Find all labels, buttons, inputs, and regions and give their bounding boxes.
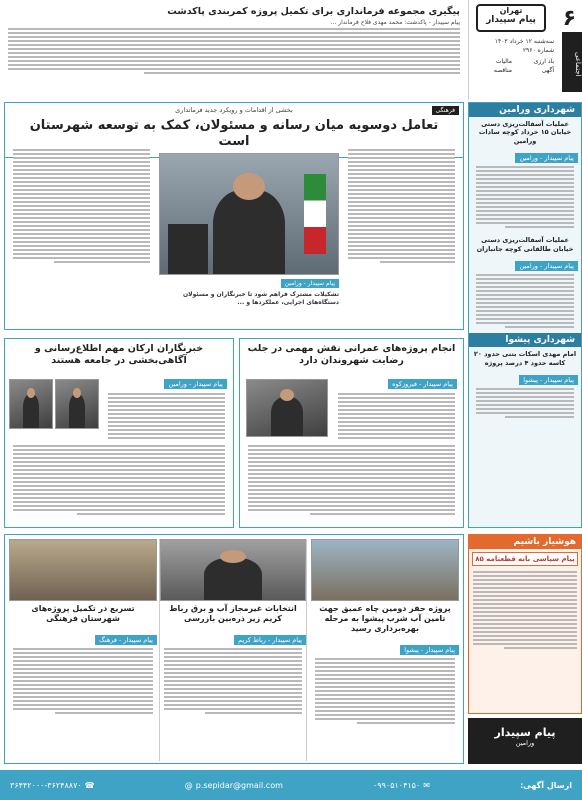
- hooshyar-body: [469, 569, 581, 651]
- bottom-article-byline: پیام سپیدار - پیشوا: [400, 645, 459, 655]
- sms-icon: ✉: [423, 780, 430, 790]
- sidebar-item-byline: پیام سپیدار - ورامین: [515, 261, 578, 271]
- bottom-article-photo: [311, 539, 459, 601]
- paper-logo: [476, 4, 546, 32]
- bottom-article-byline: پیام سپیدار - فرهنگ: [95, 635, 157, 645]
- feature-headline: تعامل دوسویه میان رسانه و مسئولان، کمک به توسعه شهرستان است: [5, 114, 463, 158]
- mid-article-left: [4, 338, 234, 528]
- footer-email-address[interactable]: p.sepidar@gmail.com: [195, 780, 283, 790]
- mid-article-headline: خبرنگاران ارکان مهم اطلاع‌رسانی و آگاهی‌بخشی در جامعه هستند: [34, 343, 204, 366]
- sidebar-item: [469, 347, 581, 423]
- feature-body-left: [9, 147, 154, 327]
- sidebar-item-title: عملیات آسفالت‌ریزی دستی خیابان ۱۵ خرداد کوچه سادات ورامین: [478, 120, 572, 145]
- footer-bar: [0, 770, 582, 800]
- sidebar-item: [469, 117, 581, 233]
- sidebar-item-title: عملیات آسفالت‌ریزی دستی خیابان طالقانی کوچه جانبازان: [476, 236, 574, 253]
- mid-article-body: [104, 391, 229, 441]
- mid-article-byline: پیام سپیدار - فیروزکوه: [388, 379, 457, 389]
- hooshyar-box: [468, 534, 582, 714]
- control-list: [472, 58, 554, 74]
- top-story-lead: پیام سپیدار - پاکدشت: محمد مهدی فلاح فرماندار ...: [330, 19, 460, 26]
- feature-caption: پیام سپیدار - ورامین: [281, 279, 339, 288]
- feature-label: فرهنگی: [432, 106, 459, 115]
- bottom-article-headline: تسریع در تکمیل پروژه‌های شهرستان فرهنگی: [31, 604, 135, 623]
- mid-article-photo: [246, 379, 328, 437]
- mid-article-body-2: [9, 443, 229, 517]
- footer-phone: [10, 781, 95, 790]
- bottom-articles: [4, 534, 464, 764]
- footer-email[interactable]: [185, 781, 283, 790]
- bottom-article: [311, 539, 459, 761]
- mid-article-photo: [9, 379, 53, 429]
- ad-brand: پیام سپیدار: [494, 726, 556, 739]
- mid-article-right: [239, 338, 464, 528]
- sidebar-section-head: شهرداری پیشوا: [469, 333, 581, 347]
- bottom-article-byline: پیام سپیدار - رباط کریم: [234, 635, 306, 645]
- phone-icon: ☎: [84, 780, 95, 790]
- footer-sms-number: ۰۹۹۰۵۱۰۴۱۵۰: [373, 780, 421, 790]
- feature-body-right: [344, 147, 459, 327]
- hooshyar-title: پیام سپاسی بانه قطعنامه ۸۵: [472, 552, 578, 566]
- mid-article-body-2: [244, 443, 459, 517]
- issue-line: شماره ۲۹۶۰: [522, 47, 554, 54]
- feature-block: [4, 102, 464, 330]
- email-icon: @: [184, 780, 193, 790]
- sidebar-item-title: امام مهدی اسکات بتنی حدود ۲۰ کاسه حدود ۴ درصد پروژه: [473, 350, 577, 367]
- mid-article-byline: پیام سپیدار - ورامین: [164, 379, 227, 389]
- bottom-article: [159, 539, 307, 761]
- sidebar-item-byline: پیام سپیدار - ورامین: [515, 153, 578, 163]
- masthead: [468, 0, 582, 100]
- date-line: سه‌شنبه ۱۲ خرداد ۱۴۰۳: [494, 38, 554, 45]
- mid-article-body: [334, 391, 459, 441]
- section-tab: اجتماعی: [562, 32, 582, 92]
- footer-label: ارسال آگهی:: [520, 780, 572, 790]
- feature-photo: [159, 153, 339, 275]
- control-item: مالیات: [495, 58, 512, 65]
- mid-article-headline: انجام پروژه‌های عمرانی نقش مهمی در جلب رضایت شهروندان دارد: [247, 343, 456, 366]
- bottom-article-photo: [9, 539, 157, 601]
- bottom-article: [9, 539, 157, 761]
- paper-name: پیام سپیدار: [486, 15, 536, 25]
- feature-kicker: بخشی از اقدامات و رویکرد جدید فرمانداری: [175, 106, 293, 114]
- mid-article-photo: [55, 379, 99, 429]
- footer-phone-number: ۳۶۴۴۲۰۰۰-۳۶۲۴۸۸۷۰: [10, 780, 82, 790]
- top-story-body: [4, 26, 464, 76]
- flag-graphic: [304, 174, 326, 254]
- bottom-article-photo: [160, 539, 306, 601]
- feature-quote: تشکیلات مشترک فراهم شود تا خبرنگاران و مسئولان دستگاه‌های اجرایی، عملکردها و ...: [183, 291, 339, 306]
- bottom-article-headline: پروژه حفر دومین چاه عمیق جهت تامین آب شرب پیشوا به مرحله بهره‌برداری رسید: [319, 604, 451, 633]
- sidebar-item: [469, 233, 581, 333]
- top-story: [4, 4, 464, 96]
- podium: [168, 224, 208, 274]
- control-item: مناقصه: [493, 67, 512, 74]
- top-story-headline: پیگیری مجموعه فرمانداری برای تکمیل پروژه کمربندی پاکدشت: [167, 6, 460, 17]
- sidebar: [468, 102, 582, 528]
- control-item: باد ارزی: [533, 58, 554, 65]
- sidebar-ad: [468, 718, 582, 764]
- footer-sms: [373, 781, 430, 790]
- ad-sub: ورامین: [515, 739, 535, 747]
- sidebar-item-byline: پیام سپیدار - پیشوا: [519, 375, 578, 385]
- hooshyar-head: هوشیار باشیم: [469, 535, 581, 549]
- page-number: ۶: [562, 6, 576, 31]
- sidebar-section-head: شهرداری ورامین: [469, 103, 581, 117]
- bottom-article-headline: انتخابات غیرمجاز آب و برق رباط کریم زیر ذره‌بین بازرسی: [169, 604, 297, 623]
- control-item: آگهی: [541, 67, 554, 74]
- region-label: تهران: [499, 6, 523, 15]
